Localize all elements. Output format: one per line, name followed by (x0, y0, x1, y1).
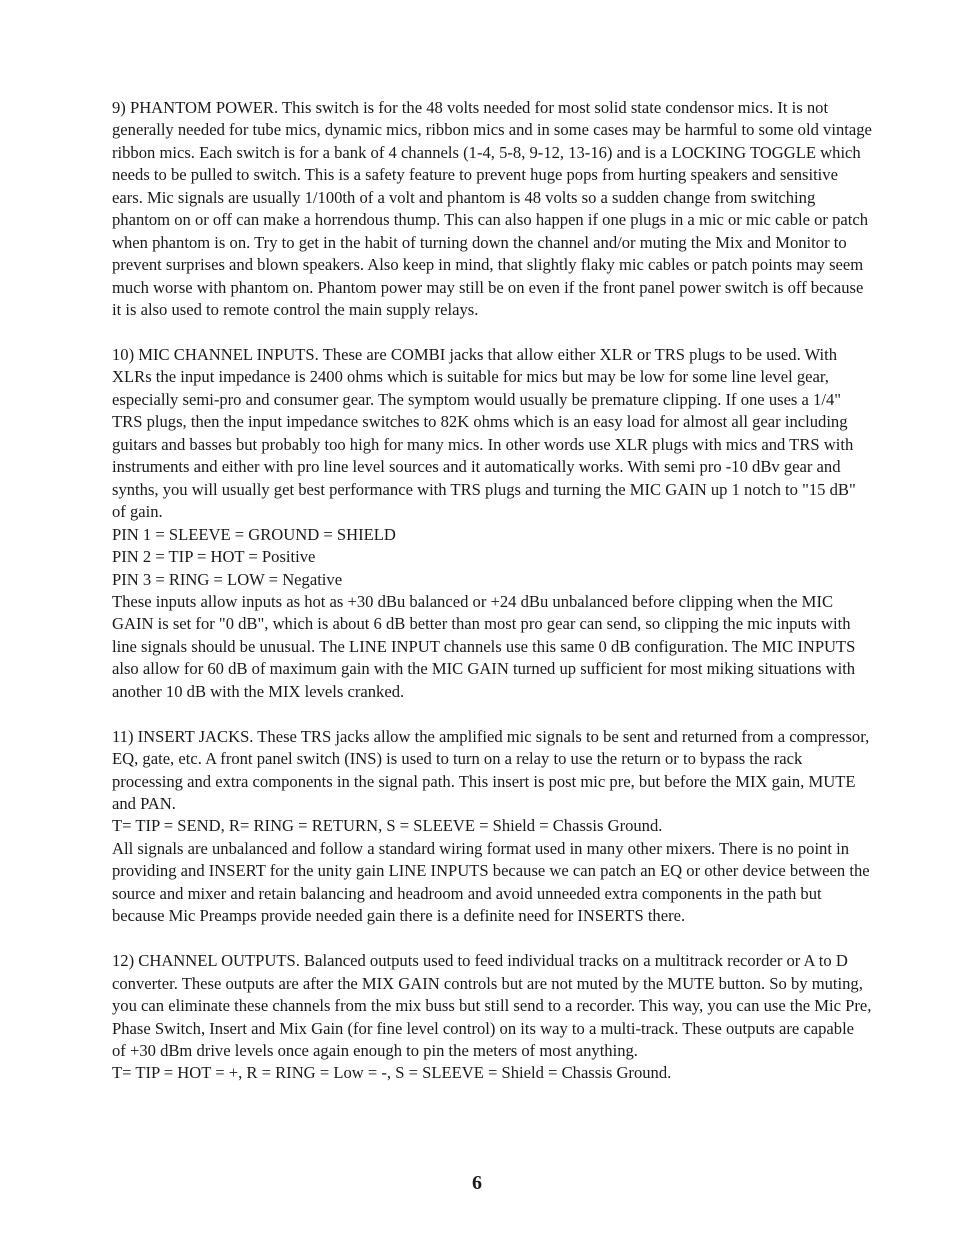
page-number: 6 (472, 1172, 482, 1194)
document-body (112, 97, 872, 1107)
paragraph: 10) MIC CHANNEL INPUTS. These are COMBI jacks that allow either XLR or TRS plugs to be used. With XLRs the input impedance is 2400 ohms which is suitable for mics but may be low for some line level gear, especially semi-pro and consumer gear. The symptom would usually be premature clipping. If one uses a 1/4" TRS plugs, then the input impedance switches to 82K ohms which is an easy load for almost all gear including guitars and basses but probably too high for many mics. In other words use XLR plugs with mics and TRS with instruments and either with pro line level sources and it automatically works. With semi pro -10 dBv gear and synths, you will usually get best performance with TRS plugs and turning the MIC GAIN up 1 notch to "15 dB" of gain. (112, 344, 856, 522)
paragraph: These inputs allow inputs as hot as +30 dBu balanced or +24 dBu unbalanced before clipping when the MIC GAIN is set for "0 dB", which is about 6 dB better than most pro gear can send, so clipping the mic inputs with line signals should be unusual. The LINE INPUT channels use this same 0 dB configuration. The MIC INPUTS also allow for 60 dB of maximum gain with the MIC GAIN turned up sufficient for most miking situations with another 10 dB with the MIX levels cranked. (112, 591, 856, 701)
section-phantom-power (112, 97, 872, 322)
paragraph: All signals are unbalanced and follow a standard wiring format used in many other mixers. There is no point in providing and INSERT for the unity gain LINE INPUTS because we can patch an EQ or other device between the source and mixer and retain balancing and headroom and avoid unneeded extra components in the path but because Mic Preamps provide needed gain there is a definite need for INSERTS there. (112, 838, 870, 926)
section-insert-jacks (112, 726, 872, 928)
section-channel-outputs (112, 950, 872, 1085)
pin-1-line: PIN 1 = SLEEVE = GROUND = SHIELD (112, 524, 396, 544)
wiring-line: T= TIP = SEND, R= RING = RETURN, S = SLEEVE = Shield = Chassis Ground. (112, 816, 663, 836)
section-mic-channel-inputs (112, 344, 872, 703)
pin-2-line: PIN 2 = TIP = HOT = Positive (112, 547, 316, 567)
wiring-line: T= TIP = HOT = +, R = RING = Low = -, S = SLEEVE = Shield = Chassis Ground. (112, 1063, 672, 1083)
pin-3-line: PIN 3 = RING = LOW = Negative (112, 569, 343, 589)
paragraph: 9) PHANTOM POWER. This switch is for the 48 volts needed for most solid state condensor mics. It is not generally needed for tube mics, dynamic mics, ribbon mics and in some cases may be harmful to some old vintage ribbon mics. Each switch is for a bank of 4 channels (1-4, 5-8, 9-12, 13-16) and is a LOCKING TOGGLE which needs to be pulled to switch. This is a safety feature to prevent huge pops from hurting speakers and sensitive ears. Mic signals are usually 1/100th of a volt and phantom is 48 volts so a sudden change from switching phantom on or off can make a horrendous thump. This can also happen if one plugs in a mic or mic cable or patch when phantom is on. Try to get in the habit of turning down the channel and/or muting the Mix and Monitor to prevent surprises and blown speakers. Also keep in mind, that slightly flaky mic cables or patch points may seem much worse with phantom on. Phantom power may still be on even if the front panel power switch is off because it is also used to remote control the main supply relays. (112, 98, 872, 320)
paragraph: 12) CHANNEL OUTPUTS. Balanced outputs used to feed individual tracks on a multitrack recorder or A to D converter. These outputs are after the MIX GAIN controls but are not muted by the MUTE button. So by muting, you can eliminate these channels from the mix buss but still send to a recorder. This way, you can use the Mic Pre, Phase Switch, Insert and Mix Gain (for fine level control) on its way to a multi-track. These outputs are capable of +30 dBm drive levels once again enough to pin the meters of most anything. (112, 951, 872, 1060)
paragraph: 11) INSERT JACKS. These TRS jacks allow the amplified mic signals to be sent and returned from a compressor, EQ, gate, etc. A front panel switch (INS) is used to turn on a relay to use the return or to bypass the rack processing and extra components in the signal path. This insert is post mic pre, but before the MIX gain, MUTE and PAN. (112, 726, 870, 814)
